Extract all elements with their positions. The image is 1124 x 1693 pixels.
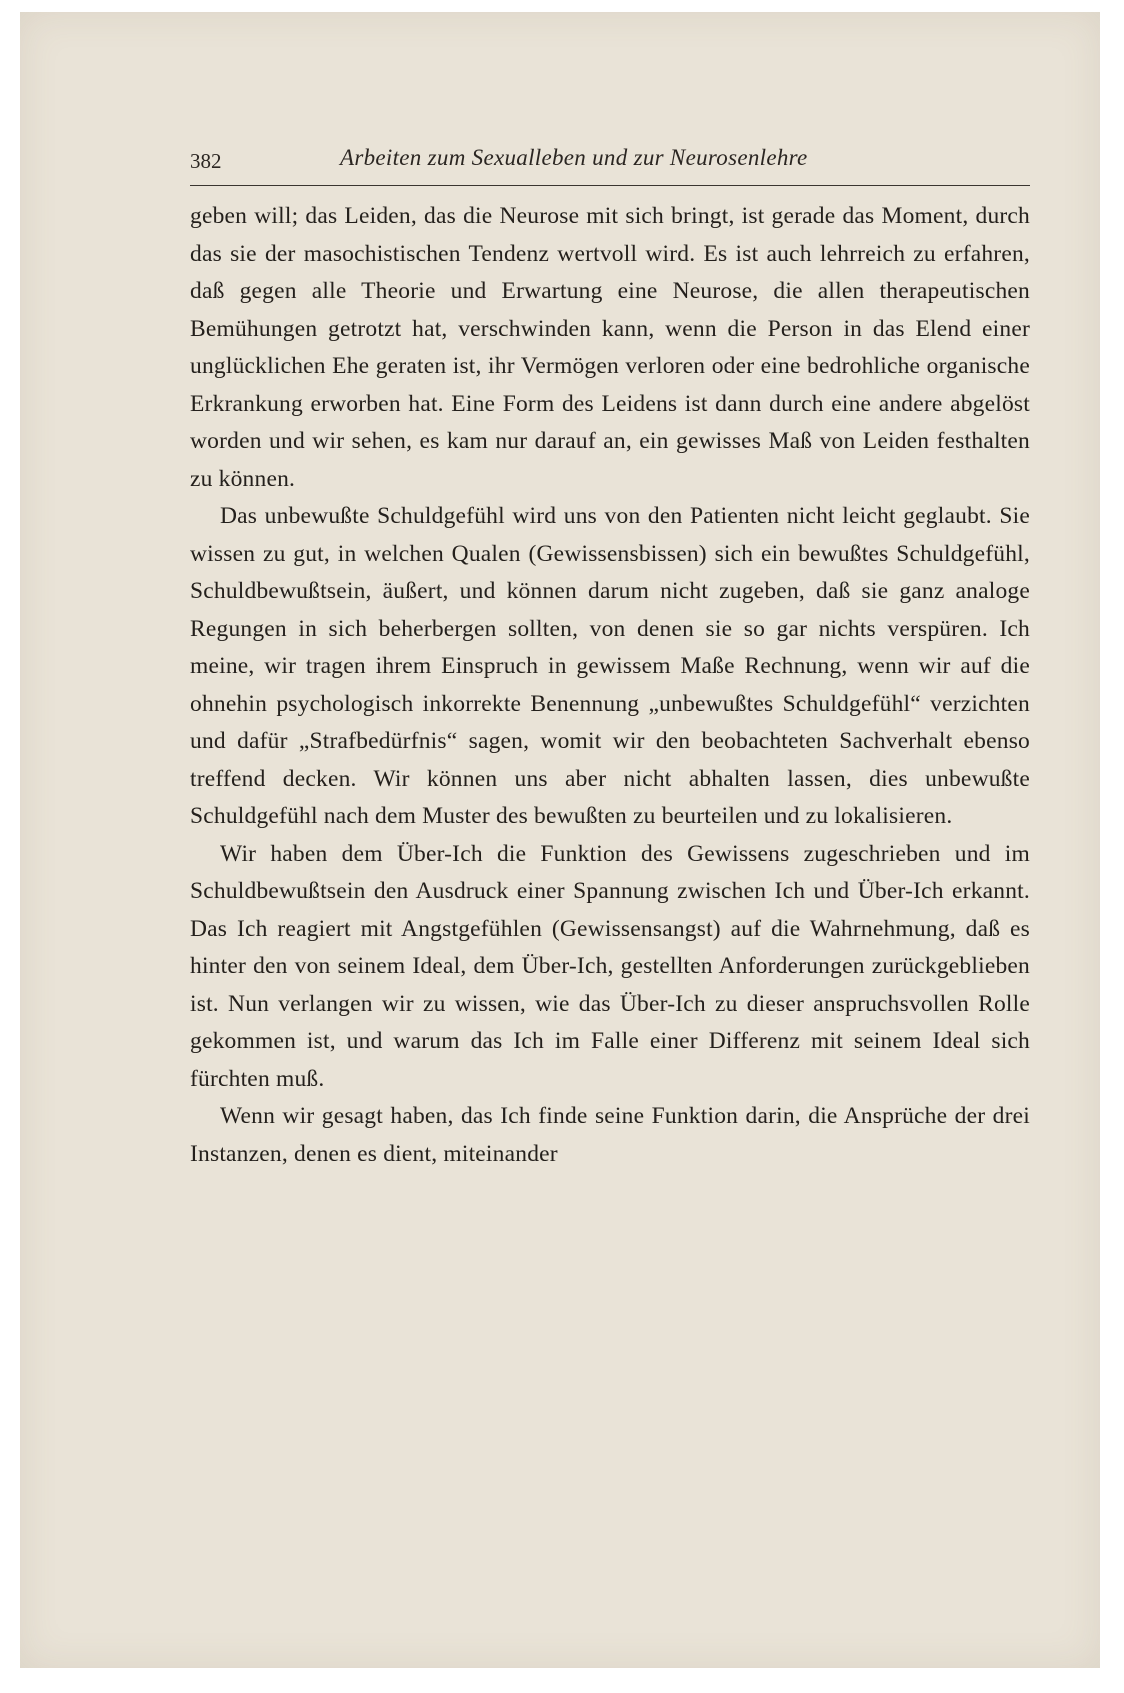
paragraph-1: geben will; das Leiden, das die Neurose mit sich bringt, ist gerade das Moment, durch das sie der masochistischen Tendenz wertvoll wird. Es ist auch lehrreich zu erfahren, daß gegen alle Theorie und Erwartung eine Neurose, die allen therapeutischen Bemühungen getrotzt hat, verschwinden kann, wenn die Person in das Elend einer unglücklichen Ehe geraten ist, ihr Vermögen verloren oder eine bedrohliche organische Erkrankung erworben hat. Eine Form des Leidens ist dann durch eine andere abgelöst worden und wir sehen, es kam nur darauf an, ein gewisses Maß von Leiden festhalten zu können.: [190, 203, 1030, 492]
page-header: [190, 145, 1030, 186]
paragraph-4: Wenn wir gesagt haben, das Ich finde seine Funktion darin, die Ansprüche der drei Instanzen, denen es dient, miteinander: [190, 1103, 1030, 1167]
running-head: Arbeiten zum Sexualleben und zur Neurosenlehre: [340, 145, 808, 170]
paragraph-3: Wir haben dem Über-Ich die Funktion des Gewissens zugeschrieben und im Schuldbewußtsein den Ausdruck einer Spannung zwischen Ich und Über-Ich erkannt. Das Ich reagiert mit Angstgefühlen (Gewissensangst) auf die Wahrnehmung, daß es hinter den von seinem Ideal, dem Über-Ich, gestellten Anforderungen zurückgeblieben ist. Nun verlangen wir zu wissen, wie das Über-Ich zu dieser anspruchsvollen Rolle gekommen ist, und warum das Ich im Falle einer Differenz mit seinem Ideal sich fürchten muß.: [190, 840, 1030, 1092]
paragraph-2: Das unbewußte Schuldgefühl wird uns von den Patienten nicht leicht geglaubt. Sie wissen zu gut, in welchen Qualen (Gewissensbissen) sich ein bewußtes Schuldgefühl, Schuldbewußtsein, äußert, und können darum nicht zugeben, daß sie ganz analoge Regungen in sich beherbergen sollten, von denen sie so gar nichts verspüren. Ich meine, wir tragen ihrem Einspruch in gewissem Maße Rechnung, wenn wir auf die ohnehin psychologisch inkorrekte Benennung „unbewußtes Schuldgefühl“ verzichten und dafür „Strafbedürfnis“ sagen, womit wir den beobachteten Sachverhalt ebenso treffend decken. Wir können uns aber nicht abhalten lassen, dies unbewußte Schuldgefühl nach dem Muster des bewußten zu beurteilen und zu lokalisieren.: [190, 503, 1030, 829]
body-text: [190, 198, 1030, 1173]
page-number: 382: [190, 149, 222, 173]
